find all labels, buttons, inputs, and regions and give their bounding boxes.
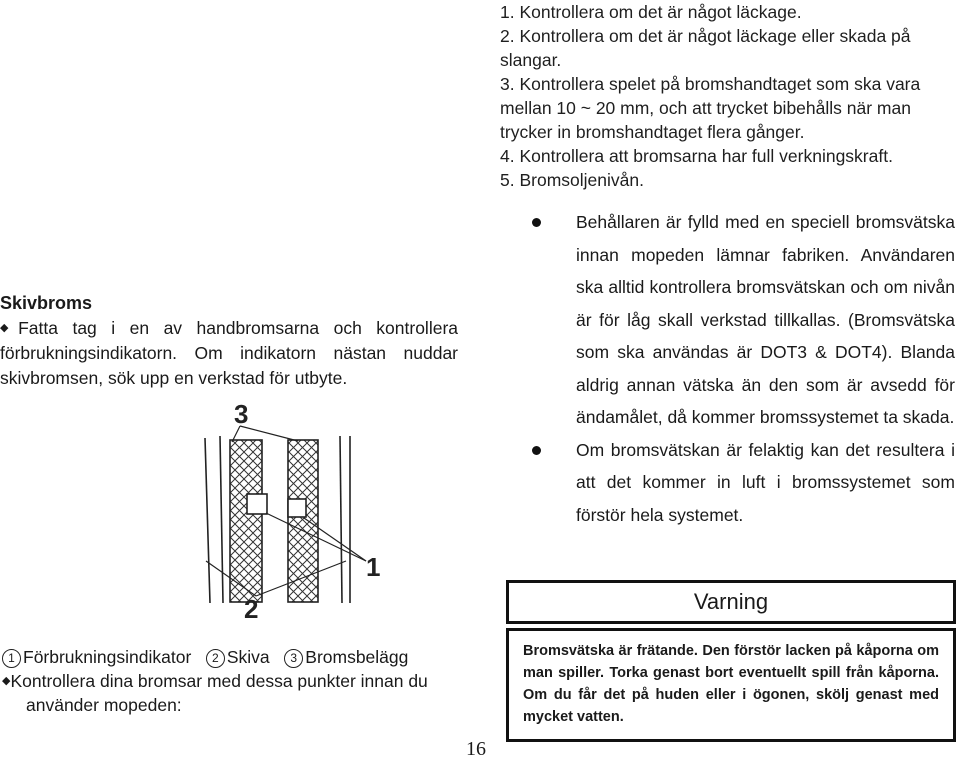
disc-brake-text: Fatta tag i en av handbromsarna och kontrollera förbrukningsindikatorn. Om indikatorn nästan nuddar skivbromsen, sök upp en verkstad för utbyte. <box>0 318 459 388</box>
legend-item-2: Skiva <box>226 647 270 667</box>
check-item-3-line-3: trycker in bromshandtaget flera gånger. <box>500 122 805 142</box>
disc-edge <box>340 436 342 603</box>
bullet-dot-icon <box>532 446 541 455</box>
wear-indicator-right <box>288 499 306 517</box>
callout-3: 3 <box>234 399 249 429</box>
bullet-dot-icon <box>532 218 541 227</box>
callout-2: 2 <box>244 594 259 620</box>
check-item-2-line-1: 2. Kontrollera om det är något läckage eller skada på <box>500 26 911 46</box>
warning-title: Varning <box>506 580 956 624</box>
wear-indicator-left <box>247 494 267 514</box>
disc-edge <box>220 436 223 603</box>
page-number: 16 <box>466 738 486 760</box>
brake-pad-diagram <box>190 398 400 620</box>
check-item-1: 1. Kontrollera om det är något läckage. <box>500 2 802 22</box>
check-item-3-line-1: 3. Kontrollera spelet på bromshandtaget som ska vara <box>500 74 921 94</box>
disc-brake-section <box>0 290 458 391</box>
number-2-badge: 2 <box>206 649 225 668</box>
legend-row <box>2 645 464 669</box>
leader-line-3 <box>240 426 298 441</box>
diamond-bullet-icon: ◆ <box>0 322 19 334</box>
disc-edge <box>205 438 210 603</box>
section-title: Skivbroms <box>0 293 93 313</box>
check-item-2-line-2: slangar. <box>500 50 562 70</box>
check-item-3-line-2: mellan 10 ~ 20 mm, och att trycket bibehålls när man <box>500 98 911 118</box>
disc-brake-instruction <box>0 316 458 391</box>
legend-item-3: Bromsbelägg <box>305 647 409 667</box>
instruction-line-2: använder mopeden: <box>26 695 182 715</box>
check-item-5: 5. Bromsoljenivån. <box>500 170 644 190</box>
callout-1: 1 <box>366 552 381 582</box>
bullet-item <box>500 206 955 434</box>
number-3-badge: 3 <box>284 649 303 668</box>
brake-pad-left <box>230 440 262 602</box>
brake-fluid-bullet-list <box>500 206 955 531</box>
bullet-text: Behållaren är fylld med en speciell bromsvätska innan mopeden lämnar fabriken. Användaren ska alltid kontrollera bromsvätskan och om nivån är för låg skall verkstad tillkallas. (Bromsvätska som ska användas är DOT3 & DOT4). Blanda aldrig annan vätska än den som är avsedd för ändamålet, då kommer bromssystemet ta skada. <box>576 212 955 427</box>
legend-item-1: Förbrukningsindikator <box>23 647 192 667</box>
check-item-4: 4. Kontrollera att bromsarna har full verkningskraft. <box>500 146 893 166</box>
instruction-line-1: ◆Kontrollera dina bromsar med dessa punkter innan du <box>2 671 428 691</box>
bullet-item <box>500 434 955 532</box>
bullet-text: Om bromsvätskan är felaktig kan det resultera i att det kommer in luft i bromssystemet som förstör hela systemet. <box>576 439 955 525</box>
warning-body: Bromsvätska är frätande. Den förstör lacken på kåporna om man spiller. Torka genast bort eventuellt spill från kåporna. Om du får det på huden eller i ögonen, skölj genast med mycket vatten. <box>506 628 956 742</box>
brake-checklist <box>500 0 955 192</box>
diamond-bullet-icon: ◆ <box>2 675 11 687</box>
number-1-badge: 1 <box>2 649 21 668</box>
diagram-legend <box>2 645 464 717</box>
